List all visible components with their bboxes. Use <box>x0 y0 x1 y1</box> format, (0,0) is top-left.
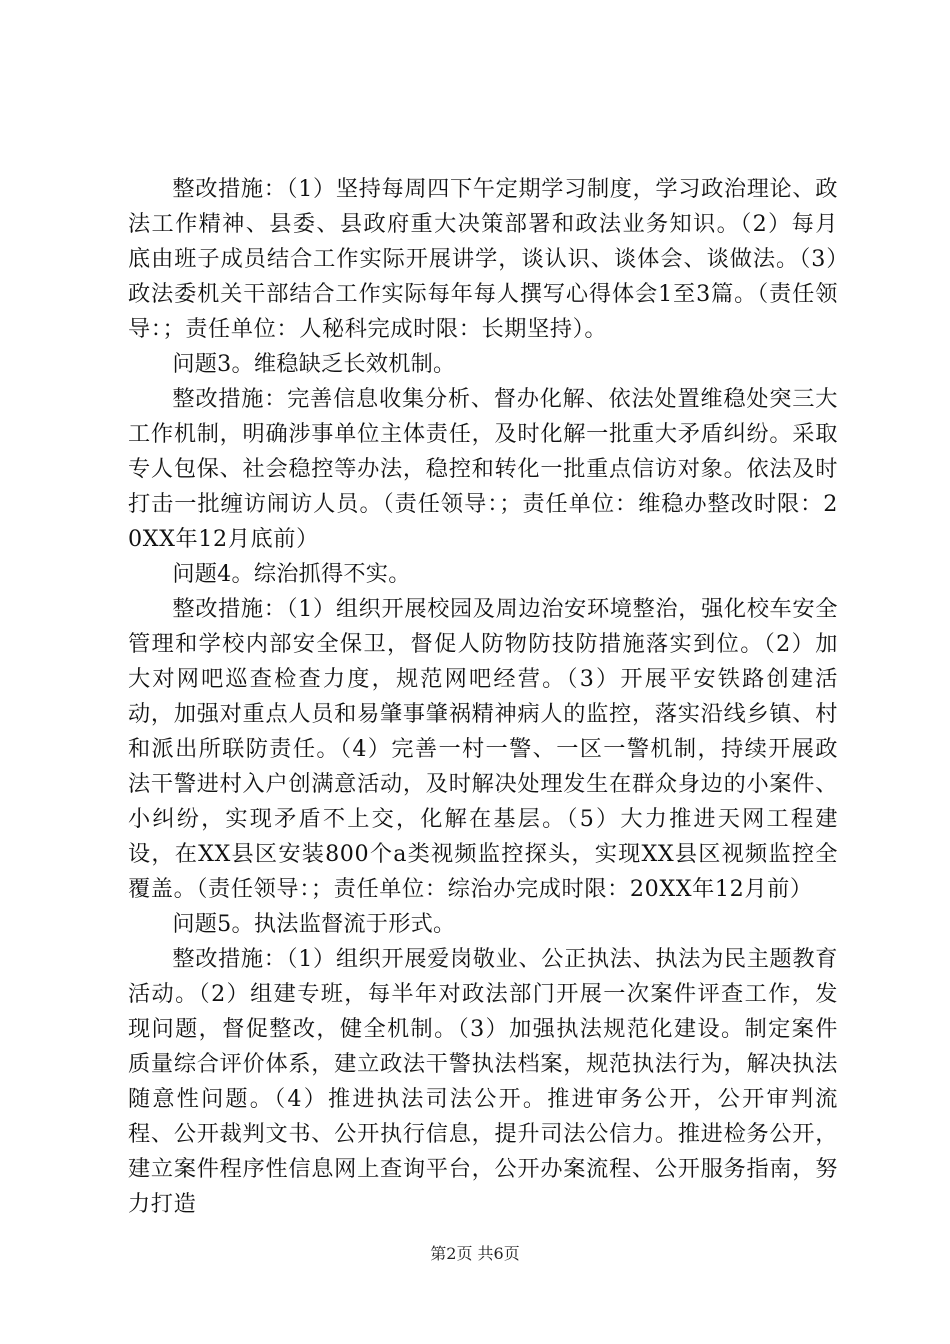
page-number-footer: 第2页 共6页 <box>430 1244 520 1263</box>
paragraph-issue-4: 问题4。综治抓得不实。 <box>172 561 411 587</box>
paragraph-measure-4: 整改措施：（1）组织开展爱岗敬业、公正执法、执法为民主题教育活动。（2）组建专班，每半年对政法部门开展一次案件评查工作，发现问题，督促整改，健全机制。（3）加强执法规范化建设。制定案件质量综合评价体系，建立政法干警执法档案，规范执法行为，解决执法随意性问题。（4）推进执法司法公开。推进审务公开，公开审判流程、公开裁判文书、公开执行信息，提升司法公信力。推进检务公开，建立案件程序性信息网上查询平台，公开办案流程、公开服务指南，努力打造 <box>128 946 838 1217</box>
paragraph-issue-3: 问题3。维稳缺乏长效机制。 <box>172 351 456 377</box>
paragraph-measure-1: 整改措施：（1）坚持每周四下午定期学习制度，学习政治理论、政法工作精神、县委、县政府重大决策部署和政法业务知识。（2）每月底由班子成员结合工作实际开展讲学，谈认识、谈体会、谈做法。（3）政法委机关干部结合工作实际每年每人撰写心得体会1至3篇。（责任领导：；责任单位：人秘科完成时限：长期坚持）。 <box>128 176 838 342</box>
paragraph-issue-5: 问题5。执法监督流于形式。 <box>172 911 456 937</box>
paragraph-measure-3: 整改措施：（1）组织开展校园及周边治安环境整治，强化校车安全管理和学校内部安全保卫，督促人防物防技防措施落实到位。（2）加大对网吧巡查检查力度，规范网吧经营。（3）开展平安铁路创建活动，加强对重点人员和易肇事肇祸精神病人的监控，落实沿线乡镇、村和派出所联防责任。（4）完善一村一警、一区一警机制，持续开展政法干警进村入户创满意活动，及时解决处理发生在群众身边的小案件、小纠纷，实现矛盾不上交，化解在基层。（5）大力推进天网工程建设，在XX县区安装800个a类视频监控探头，实现XX县区视频监控全覆盖。（责任领导：；责任单位：综治办完成时限：20XX年12月前） <box>128 596 838 902</box>
paragraph-measure-2: 整改措施：完善信息收集分析、督办化解、依法处置维稳处突三大工作机制，明确涉事单位主体责任，及时化解一批重大矛盾纠纷。采取专人包保、社会稳控等办法，稳控和转化一批重点信访对象。依法及时打击一批缠访闹访人员。（责任领导：；责任单位：维稳办整改时限：20XX年12月底前） <box>128 386 838 552</box>
document-body <box>128 172 838 1222</box>
